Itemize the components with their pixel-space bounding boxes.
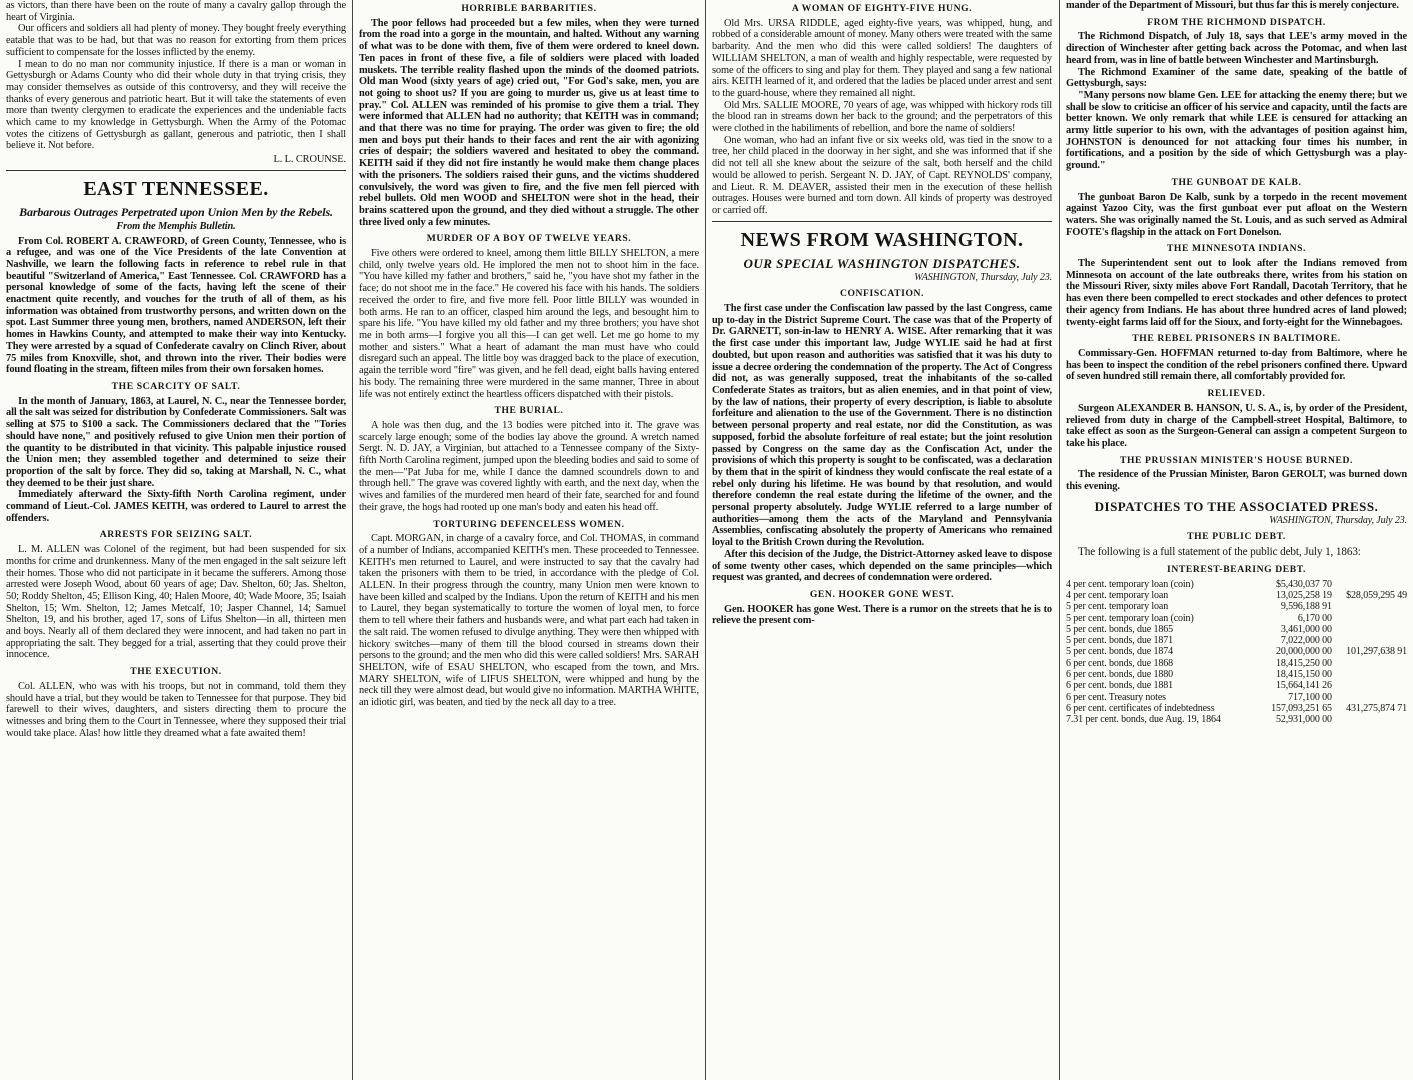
paragraph: A hole was then dug, and the 13 bodies were pitched into it. The grave was scarcely large enough; some of the bodies lay above the ground. A wretch named Sergt. N. D. JAY, a Virginian, but attached to a Tennessee company of the Sixty-fifth North Carolina regiment, jumped upon the bleeding bodies and said to some of the men—"Pat Juba for me, while I dance the damned scoundrels down to and through hell." The grave was covered lightly with earth, and the next day, when the wives and families of the murdered men heard of their fate, searched for and found their grave, the hogs had rooted up one man's body and eaten his head off. [359,419,699,513]
debt-amount-cell: 20,000,000 00 [1275,646,1332,658]
debt-amount-cell: 13,025,258 19 [1275,589,1332,601]
subheading: A WOMAN OF EIGHTY-FIVE HUNG. [791,3,973,14]
debt-amount-cell: 717,100 00 [1288,691,1332,703]
paragraph: L. M. ALLEN was Colonel of the regiment, but had been suspended for six months for crime and drunkenness. Many of the men engaged in the salt seizure left their homes. Those who did not participate in it became the sufferers. Among those arrested were Joseph Wood, about 60 years of age; Dav. Shelton, 60; Jas. Shelton, 50; Roddy Shelton, 45; Ellison King, 40; Halen Moore, 40; Wade Moore, 35; Isaiah Shelton, 15; Wm. Shelton, 12; James Metcalf, 10; Jasper Channel, 14; Samuel Shelton, 19, and his brother, aged 17, sons of Lifus Shelton—in all, thirteen men and boys. Nearly all of them declared they were innocent, and had taken no part in appropriating the salt. They begged for a trial, asserting that they could prove their innocence. [6,544,346,661]
debt-total-cell [1332,714,1407,725]
subheading: GEN. HOOKER GONE WEST. [809,588,955,600]
debt-total-cell [1332,692,1407,703]
table-row [1066,635,1407,646]
paragraph: Gen. HOOKER has gone West. There is a rumor on the streets that he is to relieve the present com- [712,603,1052,627]
paragraph: The Richmond Dispatch, of July 18, says that LEE's army moved in the direction of Winchester after getting back across the Potomac, and when last heard from, was in line of battle between Winchester and Martinsburgh. [1066,31,1407,66]
debt-amount-cell: 52,931,000 00 [1275,714,1332,726]
paragraph: "Many persons now blame Gen. LEE for attacking the enemy there; but we shall be slow to criticise an officer of his service and capacity, until the facts are better known. We only remark that while LEE is censured for attacking an army little superior to his own, with the advantages of position against him, JOHNSTON is denounced for not attacking four times his number, in fortifications, and a position by the side of which Gettysburgh was a play-ground." [1066,89,1407,172]
paragraph: From Col. ROBERT A. CRAWFORD, of Green County, Tennessee, who is a refugee, and was one of the Vice Presidents of the late Convention at Nashville, we learn the following facts in reference to rebel rule in that beautiful "Switzerland of America," East Tennessee. Col. CRAWFORD has a personal knowledge of some of the facts, having left the scene of their enactment quite recently, and vouches for the truth of all of them, as his information was obtained from trustworthy persons, and written down on the spot. Last Summer three young men, brothers, named ANDERSON, left their homes in Hawkins County, and attempted to make their way into Kentucky. They were arrested by a squad of Confederate cavalry on Clinch River, about 75 miles from Knoxville, shot, and thrown into the river. Their bodies were found floating in the stream, fifteen miles from their own forsaken homes. [6,235,346,376]
debt-total-cell [1332,624,1407,635]
debt-label-cell: 4 per cent. temporary loan [1066,589,1169,601]
debt-total-cell: 431,275,874 71 [1346,702,1407,714]
subheading: THE PRUSSIAN MINISTER'S HOUSE BURNED. [1119,454,1354,466]
paragraph: The following is a full statement of the public debt, July 1, 1863: [1078,546,1361,559]
table-row [1066,613,1407,624]
debt-label-cell: 6 per cent. bonds, due 1881 [1066,680,1174,692]
debt-label-cell: 6 per cent. bonds, due 1868 [1066,657,1174,669]
debt-total-cell [1332,635,1407,646]
subheading: THE SCARCITY OF SALT. [111,380,241,392]
debt-amount-cell: 6,170 00 [1297,612,1332,624]
debt-amount-cell: 157,093,251 65 [1271,702,1332,714]
paragraph: After this decision of the Judge, the District-Attorney asked leave to dispose of some twenty other cases, which depended on the same principles—which request was granted, and decrees of condemnation were ordered. [712,548,1052,584]
debt-total-cell [1332,680,1407,691]
paragraph: The gunboat Baron De Kalb, sunk by a torpedo in the recent movement against Yazoo City, was the first gunboat ever put afloat on the Western waters. She was originally named the St. Louis, and as such served as Admiral FOOTE's flagship in the attack on Fort Donelson. [1066,191,1407,238]
paragraph: as victors, than there have been on the route of many a cavalry gallop through the heart of Virginia. [6,0,346,23]
paragraph: Col. ALLEN, who was with his troops, but not in command, told them they should have a trial, but they would be taken to Tennessee for that purpose. They bid farewell to their wives, daughters, and sisters directing them to procure the witnesses and bring them to the Court in Tennessee, where they supposed their trial would take place. Alas! how little they dreamed what a fate awaited them! [6,680,346,739]
paragraph: Old Mrs. SALLIE MOORE, 70 years of age, was whipped with hickory rods till the blood ran in streams down her back to the ground; and the perpetrators of this were clothed in the habiliments of rebellion, and bore the name of soldiers! [712,99,1052,135]
debt-label-cell: 5 per cent. temporary loan (coin) [1066,612,1194,624]
subheading: HORRIBLE BARBARITIES. [461,3,597,14]
table-row [1066,579,1407,590]
column-4 [1060,0,1413,1080]
debt-amount-cell: 18,415,250 00 [1275,657,1332,669]
table-row [1066,692,1407,703]
subheading: THE REBEL PRISONERS IN BALTIMORE. [1132,333,1341,345]
debt-total-cell: $28,059,295 49 [1346,589,1407,601]
debt-total-cell [1332,579,1407,590]
subheading: MURDER OF A BOY OF TWELVE YEARS. [426,233,632,245]
debt-label-cell: 5 per cent. temporary loan [1066,601,1169,613]
subheading: THE PUBLIC DEBT. [1187,531,1286,543]
debt-table [1066,579,1407,726]
subheading: THE GUNBOAT DE KALB. [1171,176,1302,188]
paragraph: Surgeon ALEXANDER B. HANSON, U. S. A., is, by order of the President, relieved from duty in charge of the Campbell-street Hospital, Baltimore, to take effect as soon as the Surgeon-General can assign a competent Surgeon to take his place. [1066,402,1407,449]
debt-amount-cell: $5,430,037 70 [1275,578,1332,590]
paragraph: Capt. MORGAN, in charge of a cavalry force, and Col. THOMAS, in command of a number of Indians, accompanied KEITH's men. These proceeded to Tennessee. KEITH's men returned to Laurel, and were instructed to say that the cavalry had taken the prisoners with them to be tried, in accordance with the pledge of Col. ALLEN. In their progress through the country, many Union men were known to have been killed and scalped by the Indians. Upon the return of KEITH and his men to Laurel, they began systematically to torture the women of loyal men, to force them to tell where their fathers and husbands were, and what part each had taken in the salt raid. The women refused to divulge anything. They were then whipped with hickory switches—many of them till the blood coursed in streams down their persons to the ground; and the men who did this were called soldiers! Mrs. SARAH SHELTON, wife of ESAU SHELTON, who escaped from the town, and Mrs. MARY SHELTON, wife of LIFUS SHELTON, were whipped and hung by the neck till they were almost dead, but would give no information. MARTHA WHITE, an idiotic girl, was beaten, and tied by the neck all day to a tree. [359,533,699,709]
section-rule [712,221,1052,222]
debt-amount-cell: 9,596,188 91 [1280,601,1332,613]
paragraph: Old Mrs. URSA RIDDLE, aged eighty-five years, was whipped, hung, and robbed of a considerable amount of money. Many others were treated with the same barbarity. And the men who did this were called soldiers! The daughters of WILLIAM SHELTON, a man of wealth and highly respectable, were requested by some of the officers to sing and play for them. They played and sang a few national airs. KEITH learned of it, and ordered that the ladies be placed under arrest and sent to the guard-house, where they remained all night. [712,17,1052,99]
table-row [1066,601,1407,612]
subheading: RELIEVED. [1207,388,1266,400]
paragraph: The Superintendent sent out to look after the Indians removed from Minnesota on account of the late outbreaks there, writes from his station on the Missouri River, sixty miles above Fort Randall, Dacotah Territory, that he has even there been compelled to erect stockades and other defences to protect their agency from Indians. He has about three hundred acres of land plowed; twenty-eight farms laid off for the Sioux, and forty-eight for the Winnebagoes. [1066,258,1407,328]
paragraph: Immediately afterward the Sixty-fifth North Carolina regiment, under command of Lieut.-Col. JAMES KEITH, was ordered to Laurel to arrest the offenders. [6,489,346,524]
debt-amount-cell: 18,415,150 00 [1275,669,1332,680]
column-3 [706,0,1058,1080]
paragraph: Commissary-Gen. HOFFMAN returned to-day from Baltimore, where he has been to inspect the condition of the rebel prisoners confined there. Upward of seven hundred still remain there, all comfortably provided for. [1066,347,1407,383]
section-title: NEWS FROM WASHINGTON. [740,228,1024,251]
article-subtitle: OUR SPECIAL WASHINGTON DISPATCHES. [743,255,1021,271]
debt-total-cell [1332,613,1407,624]
subheading: CONFISCATION. [839,288,925,300]
table-row [1066,624,1407,635]
debt-label-cell: 6 per cent. bonds, due 1880 [1066,669,1174,680]
subheading: TORTURING DEFENCELESS WOMEN. [433,518,625,530]
debt-total-cell [1332,669,1407,680]
debt-label-cell: 6 per cent. Treasury notes [1066,691,1166,703]
subheading: ARRESTS FOR SEIZING SALT. [99,529,253,541]
paragraph: In the month of January, 1863, at Laurel, N. C., near the Tennessee border, all the salt was seized for distribution by Confederate Commissioners. Salt was selling at $75 to $100 a sack. The Commissioners declared that the "Tories should have none," and positively refused to give Union men their portion of the quantity to be distributed in that vicinity. This palpable injustice roused the Union men; they assembled together and determined to seize their proportion of the salt by force. They did so, taking at Marshall, N. C., what they deemed to be their just share. [6,395,346,489]
debt-label-cell: 5 per cent. bonds, due 1874 [1066,646,1174,658]
debt-label-cell: 5 per cent. bonds, due 1865 [1066,623,1174,635]
column-1 [0,0,352,1080]
debt-label-cell: 7.31 per cent. bonds, due Aug. 19, 1864 [1066,714,1221,726]
paragraph: Our officers and soldiers all had plenty of money. They bought freely everything eatable that was to be had, but that was no reason for extorting from them prices sufficient to compensate for the losses inflicted by the enemy. [6,23,346,58]
debt-amount-cell: 15,664,141 26 [1275,680,1332,692]
subheading: THE BURIAL. [494,405,564,417]
table-row [1066,646,1407,657]
paragraph: Five others were ordered to kneel, among them little BILLY SHELTON, a mere child, only twelve years old. He implored the men not to shoot him in the face. "You have killed my father and brothers," said he, "you have shot my father in the face; do not shoot me in the face." He covered his face with his hands. The soldiers received the order to fire, and five more fell. Poor little BILLY was wounded in both arms. He ran to an officer, clasped him around the legs, and besought him to spare his life. "You have killed my old father and my three brothers; you have shot me in both arms—I forgive you all this—I can get well. Let me go home to my mother and sisters." What a heart of adamant the man must have who could disregard such an appeal. The little boy was dragged back to the place of execution, again the terrible word "fire" was given, and he fell dead, eight balls having entered his body. The remaining three were murdered in the same manner, Three in about life was not entirely extinct the heartless officers dispatched with their pistols. [359,248,699,400]
subheading: THE EXECUTION. [130,666,222,678]
subheading: INTEREST-BEARING DEBT. [1166,563,1307,575]
debt-total-cell: 101,297,638 91 [1346,646,1407,658]
section-rule [6,170,346,171]
debt-label-cell: 6 per cent. certificates of indebtedness [1066,702,1215,714]
signature: L. L. CROUNSE. [273,154,346,166]
paragraph: The Richmond Examiner of the same date, speaking of the battle of Gettysburgh, says: [1066,66,1407,90]
dateline: WASHINGTON, Thursday, July 23. [914,271,1052,283]
table-row [1066,703,1407,714]
paragraph: mander of the Department of Missouri, but thus far this is merely conjecture. [1066,0,1399,11]
table-row [1066,669,1407,680]
table-row [1066,590,1407,601]
debt-label-cell: 5 per cent. bonds, due 1871 [1066,635,1174,647]
debt-amount-cell: 7,022,000 00 [1280,635,1332,647]
attribution: From the Memphis Bulletin. [116,220,236,232]
debt-total-cell [1332,658,1407,669]
article-subtitle: Barbarous Outrages Perpetrated upon Union Men by the Rebels. [19,204,333,219]
paragraph: The poor fellows had proceeded but a few miles, when they were turned from the road into a gorge in the mountain, and halted. Without any warning of what was to be done with them, five of them were ordered to kneel down. Ten paces in front of these five, a file of soldiers were placed with loaded muskets. The terrible reality flashed upon the minds of the doomed patriots. Old man Wood (sixty years of age) cried out, "For God's sake, men, you are not going to shoot us? If you are going to murder us, give us at least time to pray." Col. ALLEN was reminded of his promise to give them a trial. They were informed that ALLEN had no authority; that KEITH was in command; and that there was no time for praying. The order was given to fire; the old men and boys put their hands to their faces and rent the air with agonizing cries of despair; the soldiers wavered and hesitated to obey the command. KEITH said if they did not fire instantly he would make them change places with the prisoners. The soldiers raised their guns, and the victims shuddered convulsively, the word was given to fire, and the five men fell pierced with rebel bullets. Old men WOOD and SHELTON were shot in the head, their brains scattered upon the ground, and they died without a struggle. The other three lived only a few minutes. [359,17,699,228]
paragraph: The residence of the Prussian Minister, Baron GEROLT, was burned down this evening. [1066,469,1407,493]
paragraph: I mean to do no man nor community injustice. If there is a man or woman in Gettysburgh or Adams County who did their whole duty in that trying crisis, they may consider themselves as outside of this controversy, and they will receive the thanks of every generous and patriotic heart. But it will take the statements of even more than twenty clergymen to eradicate the experiences and the undeniable facts which came to my knowledge in Gettysburgh. When the Army of the Potomac votes the citizens of Gettysburgh as gallant, generous and patriotic, then I shall believe it. Not before. [6,58,346,152]
subheading: FROM THE RICHMOND DISPATCH. [1147,16,1326,28]
subheading: THE MINNESOTA INDIANS. [1166,243,1307,255]
debt-label-cell: 4 per cent. temporary loan (coin) [1066,578,1194,590]
debt-amount-cell: 3,461,000 00 [1280,623,1332,635]
table-row [1066,658,1407,669]
table-row [1066,680,1407,691]
dateline: WASHINGTON, Thursday, July 23. [1269,514,1407,526]
section-title: DISPATCHES TO THE ASSOCIATED PRESS. [1094,498,1379,514]
column-2 [353,0,705,1080]
debt-total-cell [1332,601,1407,612]
paragraph: One woman, who had an infant five or six weeks old, was tied in the snow to a tree, her child placed in the doorway in her sight, and she was informed that if she did not tell all she knew about the seizure of the salt, both herself and the child would be allowed to perish. Sergeant N. D. JAY, of Capt. REYNOLDS' company, and Lieut. R. M. DEAVER, assisted their men in the execution of these hellish outrages. Houses were burned and torn down. All kinds of property was destroyed or carried off. [712,134,1052,216]
table-row [1066,714,1407,725]
section-title: EAST TENNESSEE. [83,177,269,200]
paragraph: The first case under the Confiscation law passed by the last Congress, came up to-day in the District Supreme Court. The case was that of the Property of Dr. GARNETT, son-in-law to HENRY A. WISE. After remarking that it was the first case under this important law, Judge WYLIE said he had at first doubted, but upon reason and authorities was satisfied that it was his duty to issue a decree ordering the condemnation of the property. The Act of Congress did not, as was generally supposed, treat the inhabitants of the so-called Confederate States as traitors, but as alien enemies, and in that point of view, by the law of nations, their property of every description, is liable to absolute forfeiture and alienation to the use of the Government. There is no distinction between personal property and real estate, nor did the Constitution, as was supposed, forbid the absolute forfeiture of real estate; but the joint resolution passed by Congress on the same day as the Confiscation Act, under the provisions of which this property is sought to be confiscated, was a declaration by them that in the spirit of kindness they would confiscate the real estate of a rebel only during his lifetime. He was bound by that resolution, and would therefore condemn the real estate during the lifetime of the owner, and the personal property absolutely. Judge WYLIE referred to a large number of authorities—among them the acts of the Maryland and Pennsylvania Assemblies, confiscating absolutely the property of Americans who remained loyal to the British Crown during the Revolution. [712,303,1052,549]
